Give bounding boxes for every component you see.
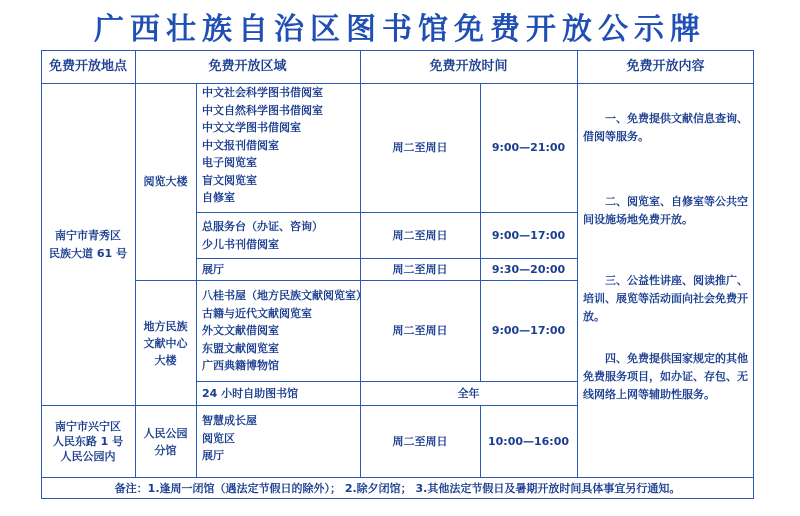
content-item-4: 四、免费提供国家规定的其他免费服务项目，如办证、存包、无线网络上网等辅助性服务。 [583,352,748,401]
hours-group3: 9:30—20:00 [491,262,566,276]
content-item-1: 一、免费提供文献信息查询、借阅等服务。 [583,112,748,143]
room-list-group2 [202,218,323,253]
hours-group2: 9:00—17:00 [491,228,566,242]
list-item: 展厅 [202,449,224,462]
list-item: 总服务台（办证、咨询） [202,220,323,233]
hours-group1: 9:00—21:00 [491,141,566,154]
days-group2: 周二至周日 [392,228,448,242]
list-item: 电子阅览室 [202,156,257,169]
list-item: 古籍与近代文献阅览室 [202,306,312,320]
days-group5: 全年 [457,386,480,400]
days-group6: 周二至周日 [392,434,448,448]
list-item: 东盟文献阅览室 [202,341,279,355]
list-item: 24 小时自助图书馆 [202,387,299,400]
list-item: 盲文阅览室 [202,173,257,187]
header-area: 免费开放区域 [208,59,287,74]
list-item: 展厅 [202,263,224,276]
location-xingning: 南宁市兴宁区 人民东路 1 号 人民公园内 [52,420,124,463]
list-item: 八桂书屋（地方民族文献阅览室） [202,289,367,302]
list-item: 中文报刊借阅室 [202,138,279,152]
list-item: 阅览区 [202,431,235,445]
room-list-group6 [202,412,257,465]
hours-group4: 9:00—17:00 [491,324,566,337]
room-list-group3 [202,261,224,279]
list-item: 自修室 [202,191,235,204]
building-park-branch: 人民公园 分馆 [143,426,188,457]
room-list-group1 [202,84,323,207]
content-item-2: 二、阅览室、自修室等公共空间设施场地免费开放。 [583,195,748,226]
list-item: 中文社会科学图书借阅室 [202,86,323,99]
hours-group6: 10:00—16:00 [487,434,570,448]
list-item: 中文自然科学图书借阅室 [202,103,323,117]
building-local-ethnic: 地方民族 文献中心 大楼 [143,319,188,367]
room-list-group5 [202,385,298,403]
page-title: 广西壮族自治区图书馆免费开放公示牌 [94,12,706,47]
list-item: 外文文献借阅室 [202,324,279,337]
days-group4: 周二至周日 [392,324,448,337]
location-qingxiu: 南宁市青秀区 民族大道 61 号 [49,228,127,260]
days-group1: 周二至周日 [392,141,448,154]
header-location: 免费开放地点 [48,59,127,74]
header-time: 免费开放时间 [429,59,508,74]
list-item: 广西典籍博物馆 [202,359,279,372]
room-list-group4 [202,287,367,375]
list-item: 少儿书刊借阅室 [202,237,279,251]
list-item: 中文文学图书借阅室 [202,121,301,134]
list-item: 智慧成长屋 [202,414,257,427]
days-group3: 周二至周日 [392,262,448,276]
content-item-3: 三、公益性讲座、阅读推广、培训、展览等活动面向社会免费开放。 [583,274,748,323]
building-reading: 阅览大楼 [143,175,188,188]
footnote: 备注：1.逢周一闭馆（遇法定节假日的除外）； 2.除夕闭馆； 3.其他法定节假日及暑期开放时间具体事宜另行通知。 [114,482,681,495]
header-content: 免费开放内容 [626,59,705,74]
